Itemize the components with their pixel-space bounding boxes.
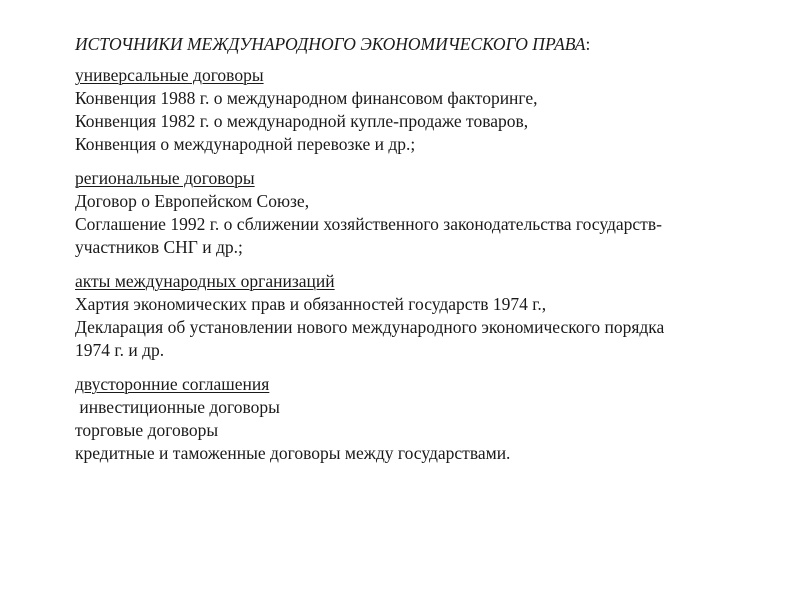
slide-title — [75, 33, 775, 56]
list-item: инвестиционные договоры — [75, 397, 280, 417]
list-item: Конвенция 1988 г. о международном финансовом факторинге, — [75, 88, 538, 108]
list-item: Соглашение 1992 г. о сближении хозяйственного законодательства государств- — [75, 214, 662, 234]
slide-title-text: ИСТОЧНИКИ МЕЖДУНАРОДНОГО ЭКОНОМИЧЕСКОГО ПРАВА — [75, 34, 586, 54]
section-bilateral-agreements — [75, 373, 775, 465]
list-item: Конвенция о международной перевозке и др.; — [75, 134, 416, 154]
section-regional-treaties — [75, 167, 775, 259]
list-item: Договор о Европейском Союзе, — [75, 191, 310, 211]
slide-title-colon: : — [585, 34, 591, 54]
list-item: Декларация об установлении нового международного экономического порядка — [75, 317, 665, 337]
list-item: участников СНГ и др.; — [75, 237, 243, 257]
list-item: 1974 г. и др. — [75, 340, 165, 360]
list-item: кредитные и таможенные договоры между государствами. — [75, 443, 511, 463]
list-item: Хартия экономических прав и обязанностей государств 1974 г., — [75, 294, 547, 314]
section-heading: региональные договоры — [75, 168, 255, 188]
section-heading: акты международных организаций — [75, 271, 335, 291]
section-universal-treaties — [75, 64, 775, 156]
slide-content — [75, 33, 775, 476]
section-heading: универсальные договоры — [75, 65, 264, 85]
section-international-organization-acts — [75, 270, 775, 362]
list-item: торговые договоры — [75, 420, 219, 440]
section-heading: двусторонние соглашения — [75, 374, 270, 394]
list-item: Конвенция 1982 г. о международной купле-продаже товаров, — [75, 111, 529, 131]
